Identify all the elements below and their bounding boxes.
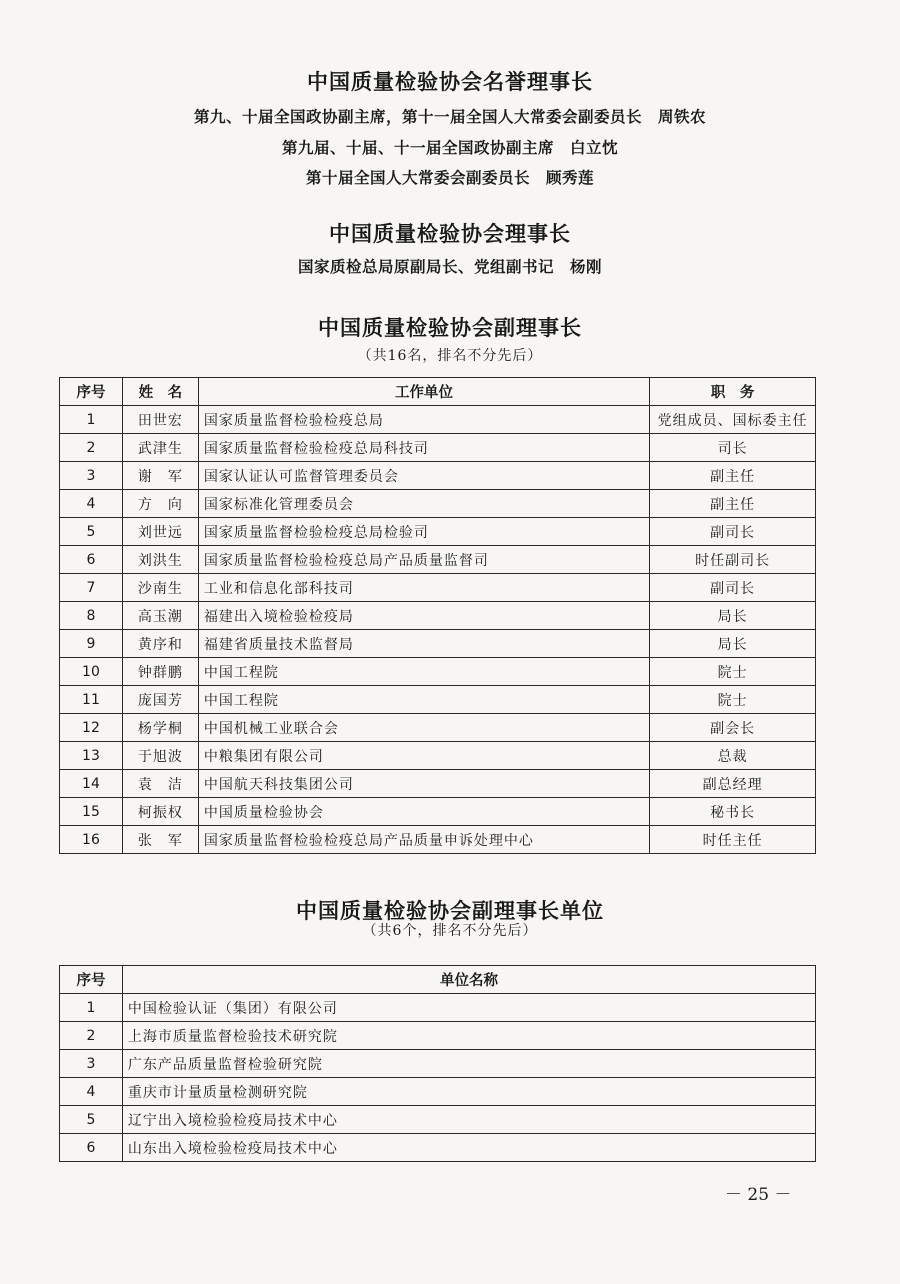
table-row — [60, 1022, 816, 1050]
table-row — [60, 742, 816, 770]
table-cell-num: 6 — [60, 1134, 123, 1162]
table-cell-num: 2 — [60, 434, 123, 462]
table-cell-org: 中国工程院 — [198, 686, 649, 714]
header-position: 职 务 — [650, 378, 816, 406]
chairman-line: 国家质检总局原副局长、党组副书记 杨刚 — [297, 258, 602, 276]
vice-chairmen-rows — [60, 406, 816, 854]
honorary-line-2: 第九届、十届、十一届全国政协副主席 白立忱 — [281, 139, 618, 157]
vice-chairmen-table — [59, 377, 816, 854]
honorary-line-3: 第十届全国人大常委会副委员长 顾秀莲 — [305, 169, 594, 187]
table-cell-name: 庞国芳 — [122, 686, 198, 714]
table-row — [60, 574, 816, 602]
header-unit-name: 单位名称 — [122, 966, 815, 994]
table-cell-org: 国家质量监督检验检疫总局产品质量监督司 — [198, 546, 649, 574]
table-cell-pos: 副司长 — [650, 574, 816, 602]
table-cell-org: 中国航天科技集团公司 — [198, 770, 649, 798]
table-cell-org: 中国工程院 — [198, 658, 649, 686]
table-cell-num: 15 — [60, 798, 123, 826]
table-cell-num: 14 — [60, 770, 123, 798]
table-cell-num: 9 — [60, 630, 123, 658]
table-cell-org: 国家标准化管理委员会 — [198, 490, 649, 518]
table-cell-name: 袁 洁 — [122, 770, 198, 798]
table-row — [60, 462, 816, 490]
table-cell-org: 广东产品质量监督检验研究院 — [122, 1050, 815, 1078]
table-row — [60, 714, 816, 742]
table-cell-num: 4 — [60, 1078, 123, 1106]
table-cell-num: 1 — [60, 994, 123, 1022]
table-row — [60, 826, 816, 854]
table-cell-num: 5 — [60, 518, 123, 546]
table-cell-pos: 总裁 — [650, 742, 816, 770]
table-cell-pos: 副总经理 — [650, 770, 816, 798]
table-cell-pos: 副主任 — [650, 462, 816, 490]
table-row — [60, 630, 816, 658]
table-cell-org: 重庆市计量质量检测研究院 — [122, 1078, 815, 1106]
table-cell-org: 国家质量监督检验检疫总局科技司 — [198, 434, 649, 462]
table-cell-org: 福建省质量技术监督局 — [198, 630, 649, 658]
table-cell-pos: 秘书长 — [650, 798, 816, 826]
table-cell-num: 11 — [60, 686, 123, 714]
table-row — [60, 994, 816, 1022]
table-row — [60, 1078, 816, 1106]
table-cell-name: 杨学桐 — [122, 714, 198, 742]
table-row — [60, 1134, 816, 1162]
table-cell-pos: 司长 — [650, 434, 816, 462]
table-cell-org: 工业和信息化部科技司 — [198, 574, 649, 602]
table-cell-num: 6 — [60, 546, 123, 574]
chairman-title: 中国质量检验协会理事长 — [329, 221, 571, 246]
table-cell-num: 2 — [60, 1022, 123, 1050]
table-cell-org: 辽宁出入境检验检疫局技术中心 — [122, 1106, 815, 1134]
table-cell-num: 3 — [60, 1050, 123, 1078]
table-cell-org: 国家认证认可监督管理委员会 — [198, 462, 649, 490]
table-cell-pos: 时任主任 — [650, 826, 816, 854]
table-cell-org: 中国检验认证（集团）有限公司 — [122, 994, 815, 1022]
table-cell-org: 国家质量监督检验检疫总局 — [198, 406, 649, 434]
table-row — [60, 490, 816, 518]
honorary-title: 中国质量检验协会名誉理事长 — [307, 69, 593, 94]
table-header-row — [60, 966, 816, 994]
vice-chairmen-note: （共16名，排名不分先后） — [357, 348, 543, 364]
table-row — [60, 1106, 816, 1134]
table-row — [60, 602, 816, 630]
honorary-line-1: 第九、十届全国政协副主席，第十一届全国人大常委会副委员长 周铁农 — [193, 108, 706, 126]
table-row — [60, 686, 816, 714]
table-row — [60, 1050, 816, 1078]
header-index: 序号 — [60, 378, 123, 406]
vice-units-note: （共6个，排名不分先后） — [362, 923, 538, 939]
table-row — [60, 518, 816, 546]
vice-units-rows — [60, 994, 816, 1162]
header-index: 序号 — [60, 966, 123, 994]
table-cell-name: 黄序和 — [122, 630, 198, 658]
table-cell-num: 1 — [60, 406, 123, 434]
table-cell-name: 武津生 — [122, 434, 198, 462]
table-cell-org: 国家质量监督检验检疫总局产品质量申诉处理中心 — [198, 826, 649, 854]
table-cell-org: 山东出入境检验检疫局技术中心 — [122, 1134, 815, 1162]
table-row — [60, 798, 816, 826]
table-cell-pos: 局长 — [650, 630, 816, 658]
table-cell-name: 刘洪生 — [122, 546, 198, 574]
table-cell-org: 中国机械工业联合会 — [198, 714, 649, 742]
table-cell-name: 于旭波 — [122, 742, 198, 770]
vice-units-table — [59, 965, 816, 1162]
table-row — [60, 406, 816, 434]
header-name: 姓 名 — [122, 378, 198, 406]
table-cell-num: 5 — [60, 1106, 123, 1134]
table-row — [60, 770, 816, 798]
vice-chairmen-title: 中国质量检验协会副理事长 — [318, 315, 582, 340]
table-row — [60, 658, 816, 686]
table-cell-num: 16 — [60, 826, 123, 854]
table-cell-num: 7 — [60, 574, 123, 602]
table-row — [60, 546, 816, 574]
table-cell-name: 田世宏 — [122, 406, 198, 434]
table-row — [60, 434, 816, 462]
table-cell-pos: 副会长 — [650, 714, 816, 742]
table-cell-name: 高玉潮 — [122, 602, 198, 630]
table-cell-org: 福建出入境检验检疫局 — [198, 602, 649, 630]
table-cell-name: 谢 军 — [122, 462, 198, 490]
page-number: － 25 － — [725, 1185, 792, 1205]
table-cell-num: 3 — [60, 462, 123, 490]
table-cell-num: 13 — [60, 742, 123, 770]
table-cell-name: 方 向 — [122, 490, 198, 518]
vice-units-title: 中国质量检验协会副理事长单位 — [296, 898, 604, 923]
table-cell-pos: 局长 — [650, 602, 816, 630]
table-cell-pos: 院士 — [650, 686, 816, 714]
table-cell-num: 10 — [60, 658, 123, 686]
table-cell-name: 钟群鹏 — [122, 658, 198, 686]
table-cell-pos: 副主任 — [650, 490, 816, 518]
table-cell-name: 张 军 — [122, 826, 198, 854]
table-cell-pos: 时任副司长 — [650, 546, 816, 574]
table-cell-pos: 副司长 — [650, 518, 816, 546]
table-cell-org: 中粮集团有限公司 — [198, 742, 649, 770]
table-cell-org: 上海市质量监督检验技术研究院 — [122, 1022, 815, 1050]
header-organization: 工作单位 — [198, 378, 649, 406]
table-cell-num: 8 — [60, 602, 123, 630]
table-cell-num: 12 — [60, 714, 123, 742]
table-cell-pos: 党组成员、国标委主任 — [650, 406, 816, 434]
table-cell-name: 刘世远 — [122, 518, 198, 546]
table-cell-name: 沙南生 — [122, 574, 198, 602]
table-cell-org: 国家质量监督检验检疫总局检验司 — [198, 518, 649, 546]
table-cell-org: 中国质量检验协会 — [198, 798, 649, 826]
table-cell-name: 柯振权 — [122, 798, 198, 826]
table-cell-num: 4 — [60, 490, 123, 518]
table-cell-pos: 院士 — [650, 658, 816, 686]
table-header-row — [60, 378, 816, 406]
